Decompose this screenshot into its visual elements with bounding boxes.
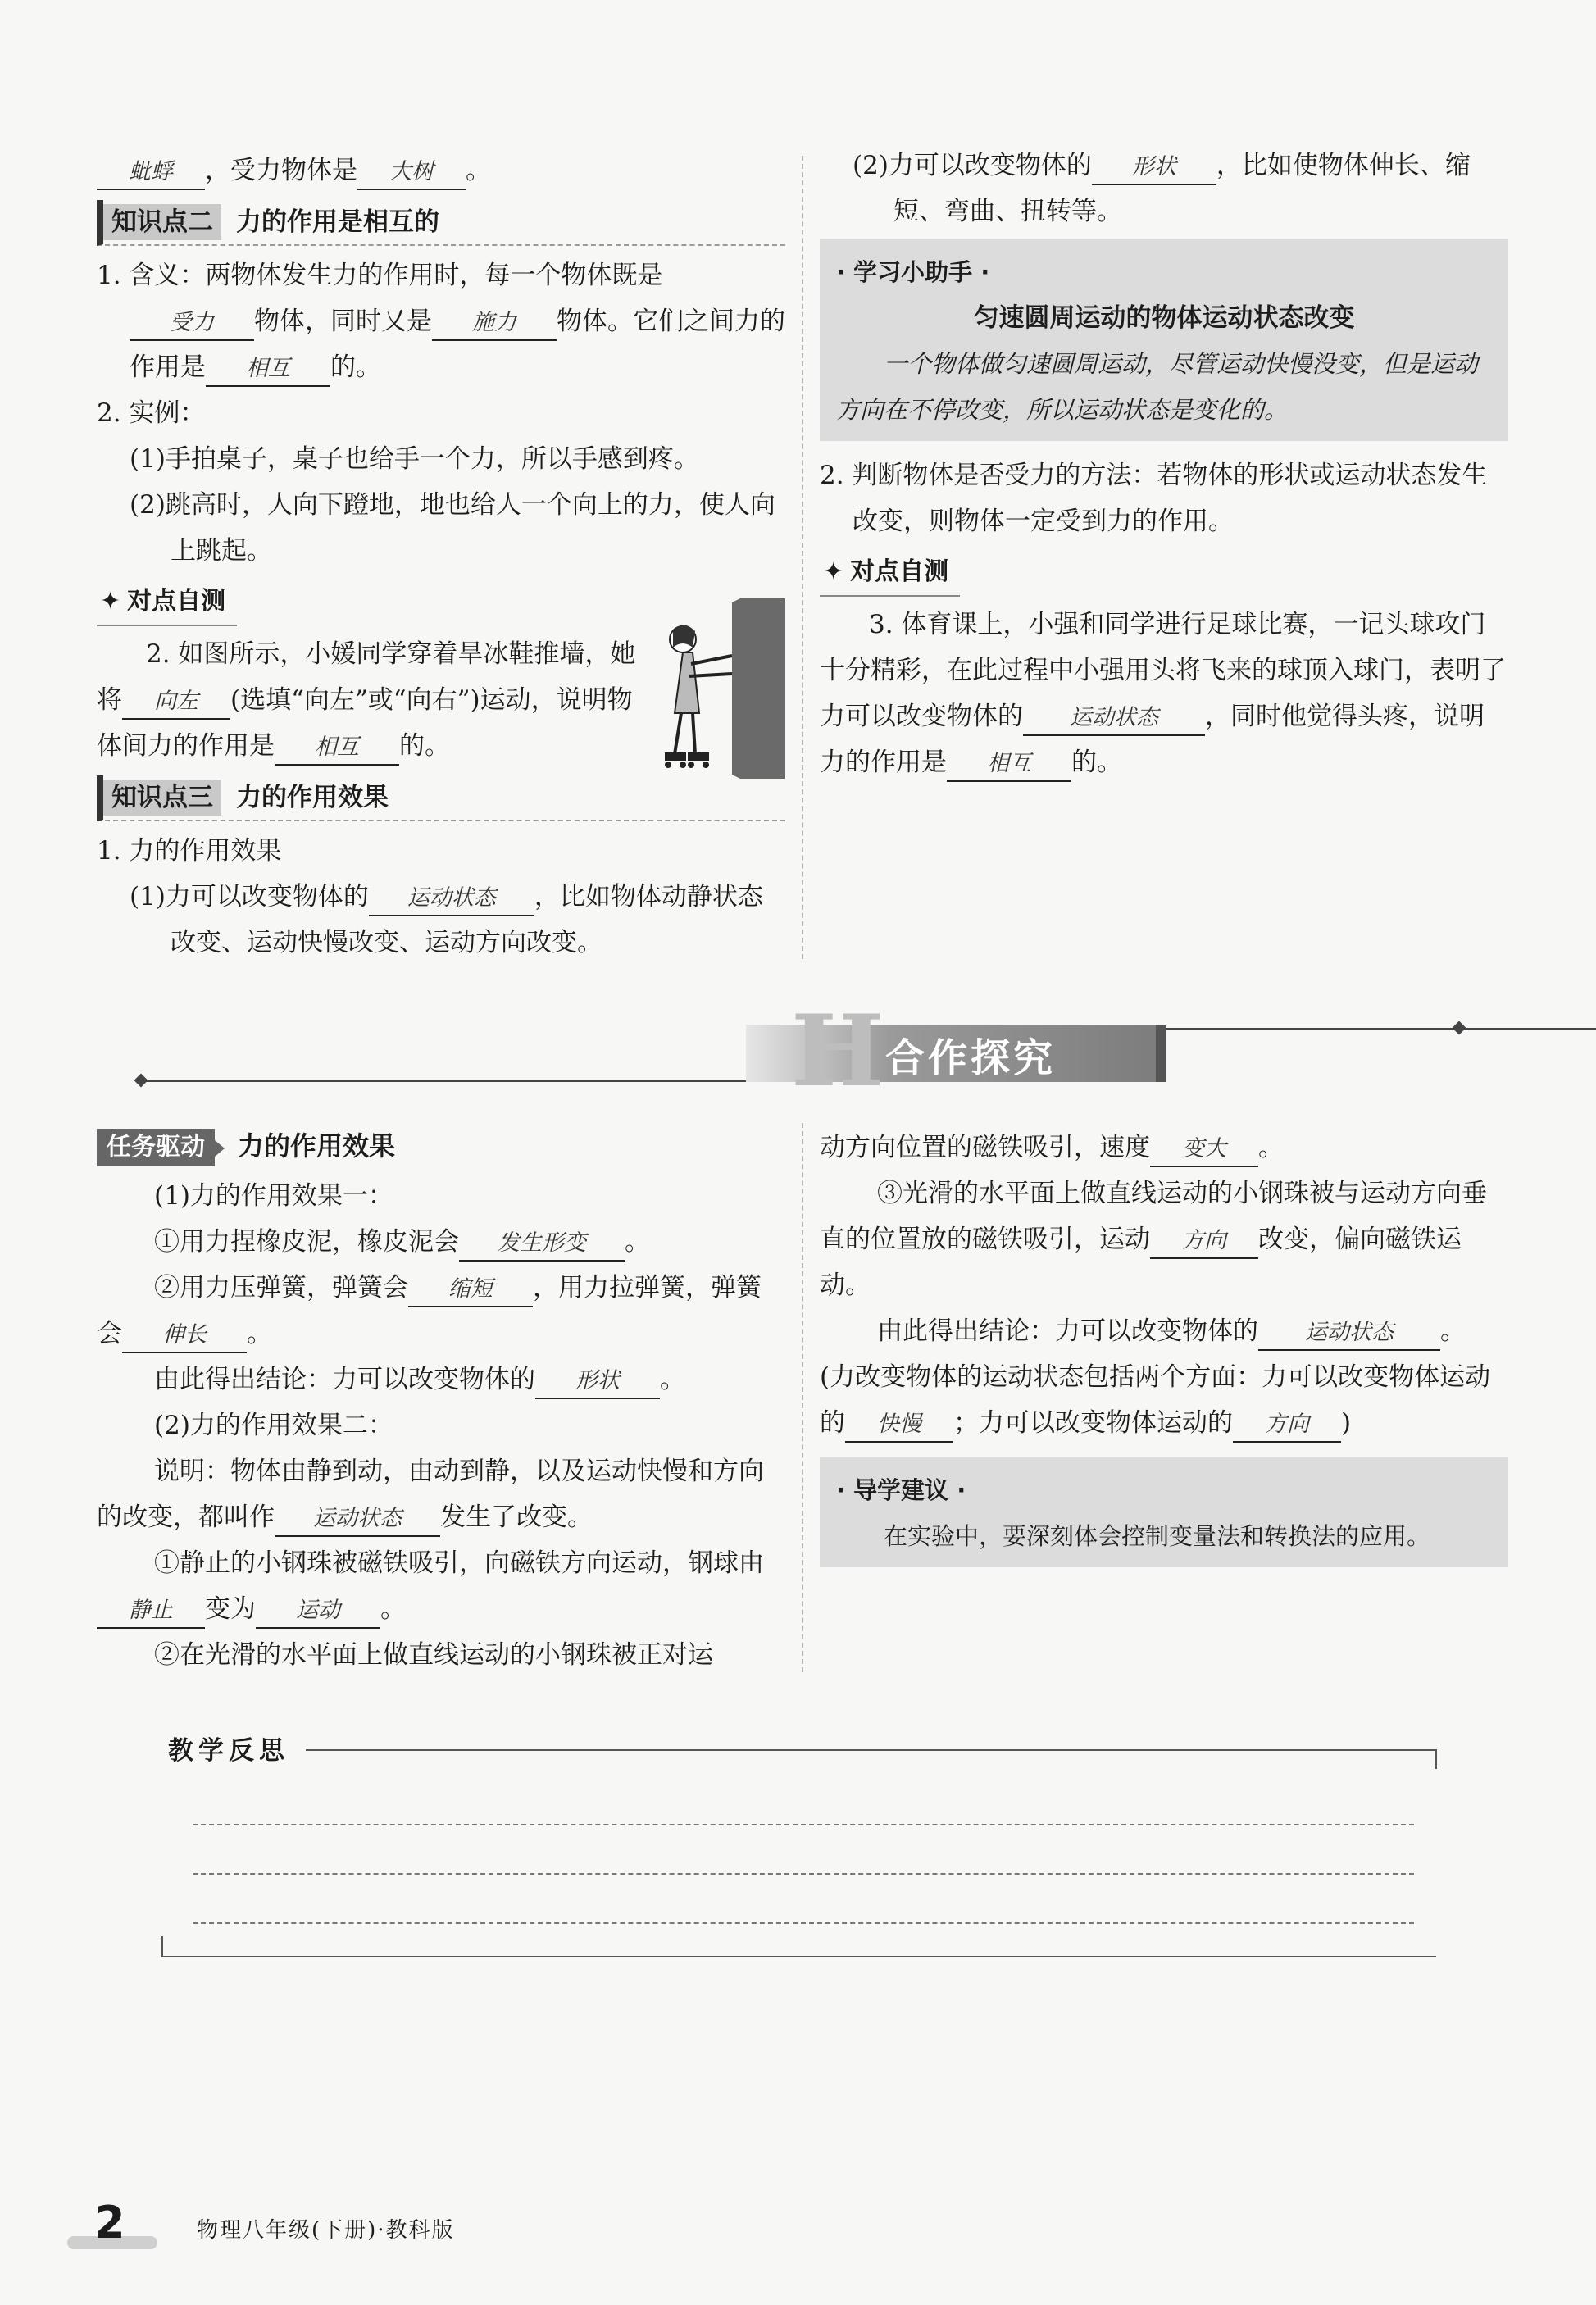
text: 2. 如图所示，小媛同学穿着旱冰鞋推墙，她将 (97, 639, 636, 715)
text: 的。 (1071, 748, 1122, 777)
self-test-heading (820, 549, 960, 597)
text: 物体。它们之间力的作用是 (130, 307, 785, 382)
text: ) (1341, 1408, 1352, 1438)
study-advice-box (820, 1457, 1508, 1567)
example-1: (1)手拍桌子，桌子也给手一个力，所以手感到疼。 (130, 444, 699, 474)
text: 发生了改变。 (440, 1503, 593, 1532)
text: ；力可以改变物体运动的 (953, 1408, 1233, 1438)
knowledge-point-three-heading (97, 775, 785, 821)
answer-blank: 大树 (357, 156, 466, 190)
cooperative-inquiry-banner (139, 993, 1467, 1109)
conclusion-two (820, 1308, 1508, 1354)
text: 变为 (205, 1594, 256, 1624)
self-test-question (820, 602, 1508, 785)
self-test-tag: 对点自测 (850, 557, 949, 586)
answer-blank: 运动状态 (1023, 702, 1205, 736)
text: 。 (660, 1365, 685, 1394)
effect-one-title: (1)力的作用效果一： (154, 1181, 393, 1211)
effect-one-b (97, 1265, 785, 1357)
writing-line (193, 1824, 1414, 1825)
banner-dot (1453, 1021, 1466, 1035)
answer-blank: 运动 (256, 1594, 380, 1629)
sparkle-icon: ✦ (100, 587, 121, 616)
effect-two-b: ②在光滑的水平面上做直线运动的小钢珠被正对运 (154, 1640, 713, 1670)
advice-tag: · 导学建议 · (836, 1476, 966, 1504)
teaching-reflection (168, 1721, 1439, 1967)
answer-blank: 静止 (97, 1594, 205, 1629)
self-test-question (97, 631, 785, 769)
left-column-top (97, 148, 785, 966)
page-number: 2 (94, 2197, 125, 2248)
banner-title: 合作探究 (885, 1035, 1057, 1081)
examples-title: 2. 实例： (97, 398, 206, 428)
self-test-tag: 对点自测 (127, 587, 226, 616)
girl-pushing-wall-illustration (650, 598, 785, 779)
reflection-corner (1435, 1749, 1437, 1769)
reflection-bottom-line (161, 1956, 1436, 1957)
text: ，同时他觉得头疼，说明力的作用是 (820, 702, 1485, 777)
task-left-column (97, 1123, 785, 1678)
self-test-heading (97, 579, 237, 626)
text: (2)力可以改变物体的 (853, 151, 1092, 180)
task-arrow-icon (215, 1140, 225, 1157)
text: (1)力可以改变物体的 (130, 882, 369, 912)
text: 。 (247, 1319, 272, 1348)
text: 。 (380, 1594, 406, 1624)
text: 说明：物体由静到动，由动到静，以及运动快慢和方向的改变，都叫作 (97, 1457, 764, 1532)
helper-text: 一个物体做匀速圆周运动，尽管运动快慢没变，但是运动方向在不停改变，所以运动状态是变化的。 (836, 350, 1479, 424)
text: 动方向位置的磁铁吸引，速度 (820, 1133, 1150, 1162)
knowledge-point-title: 力的作用效果 (236, 783, 389, 812)
text: ②用力压弹簧，弹簧会 (154, 1273, 408, 1303)
definition (97, 252, 785, 390)
text: (力改变物体的运动状态包括两个方面：力可以改变物体运动的 (820, 1362, 1491, 1438)
text: 3. 体育课上，小强和同学进行足球比赛，一记头球攻门十分精彩，在此过程中小强用头将飞来的球顶入球门，表明了力可以改变物体的 (820, 610, 1506, 731)
column-divider (802, 156, 803, 959)
text: 1. 含义：两物体发生力的作用时，每一个物体既是 (97, 261, 663, 290)
page-footer (57, 2197, 631, 2262)
answer-blank: 运动状态 (1258, 1316, 1440, 1351)
text: 改变，偏向磁铁运动。 (820, 1225, 1462, 1300)
text: ，受力物体是 (205, 156, 357, 185)
task-title: 力的作用效果 (238, 1130, 396, 1162)
judge-method: 2. 判断物体是否受力的方法：若物体的形状或运动状态发生改变，则物体一定受到力的作用。 (820, 461, 1488, 536)
answer-blank: 运动状态 (275, 1503, 440, 1537)
effects-item: 1. 力的作用效果 (97, 836, 282, 866)
text: 。 (1440, 1316, 1466, 1346)
effect-two-c (820, 1171, 1508, 1308)
answer-blank: 变大 (1150, 1133, 1258, 1167)
answer-blank: 受力 (130, 307, 254, 341)
banner-line-left (139, 1080, 746, 1082)
task-heading (97, 1123, 785, 1170)
effect-two-desc (97, 1448, 785, 1540)
conclusion-two-note (820, 1354, 1508, 1446)
sparkle-icon: ✦ (823, 557, 844, 586)
effect-1 (97, 874, 785, 966)
banner-letter: H (791, 993, 884, 1109)
text: (选填“向左”或“向右”)运动，说明物体间力的作用是 (97, 685, 633, 761)
learning-helper-box (820, 239, 1508, 441)
text: ，比如使物体伸长、缩短、弯曲、扭转等。 (893, 151, 1471, 226)
banner-line-right (1156, 1028, 1596, 1030)
reflection-title: 教学反思 (168, 1736, 289, 1766)
effect-two-b-continued (820, 1125, 1508, 1171)
answer-blank: 施力 (432, 307, 557, 341)
text: 的。 (399, 731, 450, 761)
effect-two-title: (2)力的作用效果二： (154, 1411, 393, 1440)
answer-blank: 蚍蜉 (97, 156, 205, 190)
knowledge-point-title: 力的作用是相互的 (236, 207, 439, 237)
text: 物体，同时又是 (254, 307, 432, 336)
knowledge-point-tag: 知识点三 (103, 780, 221, 816)
answer-blank: 形状 (1092, 151, 1216, 185)
writing-line (193, 1922, 1414, 1924)
text: ，比如物体动静状态改变、运动快慢改变、运动方向改变。 (171, 882, 763, 957)
helper-title: 匀速圆周运动的物体运动状态改变 (973, 303, 1355, 333)
answer-blank: 相互 (275, 731, 399, 766)
effect-two-a (97, 1540, 785, 1632)
advice-text: 在实验中，要深刻体会控制变量法和转换法的应用。 (884, 1522, 1431, 1550)
banner-dot (134, 1074, 148, 1088)
answer-blank: 发生形变 (459, 1227, 625, 1262)
text: 。 (466, 156, 491, 185)
effect-one-a (97, 1219, 785, 1265)
conclusion-one (97, 1357, 785, 1403)
answer-blank: 相互 (947, 748, 1071, 782)
answer-blank: 快慢 (845, 1408, 953, 1443)
column-divider (802, 1123, 803, 1672)
knowledge-point-two-heading (97, 200, 785, 246)
helper-tag: · 学习小助手 · (836, 258, 990, 286)
task-right-column (820, 1125, 1508, 1579)
text: 由此得出结论：力可以改变物体的 (877, 1316, 1258, 1346)
text: 的。 (330, 352, 381, 382)
text: ①用力捏橡皮泥，橡皮泥会 (154, 1227, 459, 1257)
reflection-top-line (306, 1749, 1437, 1751)
task-tag: 任务驱动 (97, 1129, 215, 1166)
continued-line (97, 148, 785, 193)
text: 。 (1258, 1133, 1284, 1162)
text: 。 (625, 1227, 650, 1257)
example-2: (2)跳高时，人向下蹬地，地也给人一个向上的力，使人向上跳起。 (130, 490, 775, 566)
effect-2 (820, 143, 1508, 234)
answer-blank: 形状 (535, 1365, 660, 1399)
answer-blank: 运动状态 (369, 882, 534, 916)
answer-blank: 相互 (206, 352, 330, 387)
knowledge-point-tag: 知识点二 (103, 204, 221, 240)
text: 由此得出结论：力可以改变物体的 (154, 1365, 535, 1394)
text: ①静止的小钢珠被磁铁吸引，向磁铁方向运动，钢球由 (154, 1548, 764, 1578)
book-title: 物理八年级(下册)·教科版 (197, 2218, 455, 2243)
answer-blank: 伸长 (122, 1319, 247, 1353)
answer-blank: 向左 (122, 685, 230, 720)
answer-blank: 方向 (1150, 1225, 1258, 1259)
answer-blank: 缩短 (408, 1273, 533, 1307)
writing-line (193, 1873, 1414, 1875)
text: ③光滑的水平面上做直线运动的小钢珠被与运动方向垂直的位置放的磁铁吸引，运动 (820, 1179, 1487, 1254)
right-column-top (820, 148, 1508, 785)
text: ，用力拉弹簧，弹簧会 (97, 1273, 762, 1348)
answer-blank: 方向 (1233, 1408, 1341, 1443)
reflection-corner (161, 1936, 163, 1956)
